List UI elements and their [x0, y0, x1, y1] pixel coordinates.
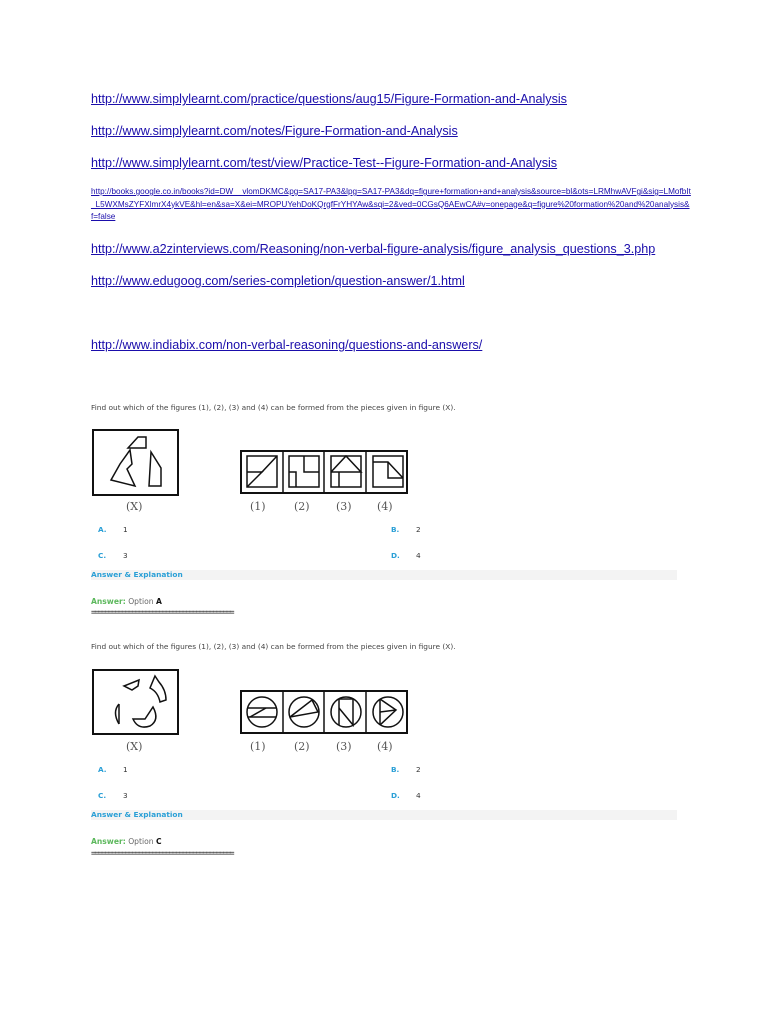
option-c-value[interactable]: 3 [123, 791, 128, 800]
option-a-value[interactable]: 1 [123, 525, 128, 534]
figure-label-4: (4) [377, 740, 393, 753]
figure-label-3: (3) [336, 500, 352, 513]
separator-1: ========================================== [91, 608, 233, 618]
figure-label-4: (4) [377, 500, 393, 513]
answer-value: C [155, 837, 162, 846]
figure-label-3: (3) [336, 740, 352, 753]
option-c-letter[interactable]: C. [98, 791, 107, 800]
option-d-letter[interactable]: D. [391, 551, 400, 560]
question-1-text: Find out which of the figures (1), (2), (3) and (4) can be formed from the pieces given in figure (X). [91, 403, 456, 412]
link-indiabix[interactable]: http://www.indiabix.com/non-verbal-reasoning/questions-and-answers/ [91, 338, 483, 352]
option-d-value[interactable]: 4 [416, 551, 421, 560]
option-b-letter[interactable]: B. [391, 765, 400, 774]
option-b-letter[interactable]: B. [391, 525, 400, 534]
figure-label-1: (1) [250, 500, 266, 513]
option-d-letter[interactable]: D. [391, 791, 400, 800]
answer-value: A [155, 597, 162, 606]
option-b-value[interactable]: 2 [416, 765, 421, 774]
option-d-value[interactable]: 4 [416, 791, 421, 800]
answer-option-text: Option [128, 837, 154, 846]
question-1-figure [90, 428, 410, 518]
option-a-value[interactable]: 1 [123, 765, 128, 774]
answer-explanation-link[interactable]: Answer & Explanation [91, 570, 183, 579]
figure-label-2: (2) [294, 740, 310, 753]
link-simplylearnt-test[interactable]: http://www.simplylearnt.com/test/view/Practice-Test--Figure-Formation-and-Analysis [91, 156, 558, 170]
question-2-text: Find out which of the figures (1), (2), (3) and (4) can be formed from the pieces given in figure (X). [91, 642, 456, 651]
option-a-letter[interactable]: A. [98, 765, 107, 774]
link-a2zinterviews[interactable]: http://www.a2zinterviews.com/Reasoning/non-verbal-figure-analysis/figure_analysis_questions_3.php [91, 242, 656, 256]
answer-explanation-link[interactable]: Answer & Explanation [91, 810, 183, 819]
figure-label-1: (1) [250, 740, 266, 753]
option-c-value[interactable]: 3 [123, 551, 128, 560]
answer-label: Answer: [91, 837, 126, 846]
question-1-answer [91, 597, 162, 606]
link-google-books[interactable]: http://books.google.co.in/books?id=DW__vlomDKMC&pg=SA17-PA3&lpg=SA17-PA3&dq=figure+formation+and+analysis&source=bl&ots=LRMhwAVFgi&sig=LMofbIt_L5WXMsZYFXlmrX4ykVE&hl=en&sa=X&ei=MROPUYehDoKQrgfFrYHYAw&sqi=2&ved=0CGsQ6AEwCA#v=onepage&q=figure%20formation%20and%20analysis&f=false [91, 187, 691, 221]
figure-label-x: (X) [126, 500, 143, 513]
link-simplylearnt-practice[interactable]: http://www.simplylearnt.com/practice/questions/aug15/Figure-Formation-and-Analysis [91, 92, 567, 106]
option-a-letter[interactable]: A. [98, 525, 107, 534]
answer-option-text: Option [128, 597, 154, 606]
separator-2: ========================================== [91, 849, 233, 859]
question-2-answer [91, 837, 162, 846]
link-simplylearnt-notes[interactable]: http://www.simplylearnt.com/notes/Figure-Formation-and-Analysis [91, 124, 458, 138]
question-2-figure [90, 668, 410, 758]
link-edugoog[interactable]: http://www.edugoog.com/series-completion/question-answer/1.html [91, 274, 465, 288]
figure-label-x: (X) [126, 740, 143, 753]
figure-label-2: (2) [294, 500, 310, 513]
answer-label: Answer: [91, 597, 126, 606]
option-b-value[interactable]: 2 [416, 525, 421, 534]
option-c-letter[interactable]: C. [98, 551, 107, 560]
